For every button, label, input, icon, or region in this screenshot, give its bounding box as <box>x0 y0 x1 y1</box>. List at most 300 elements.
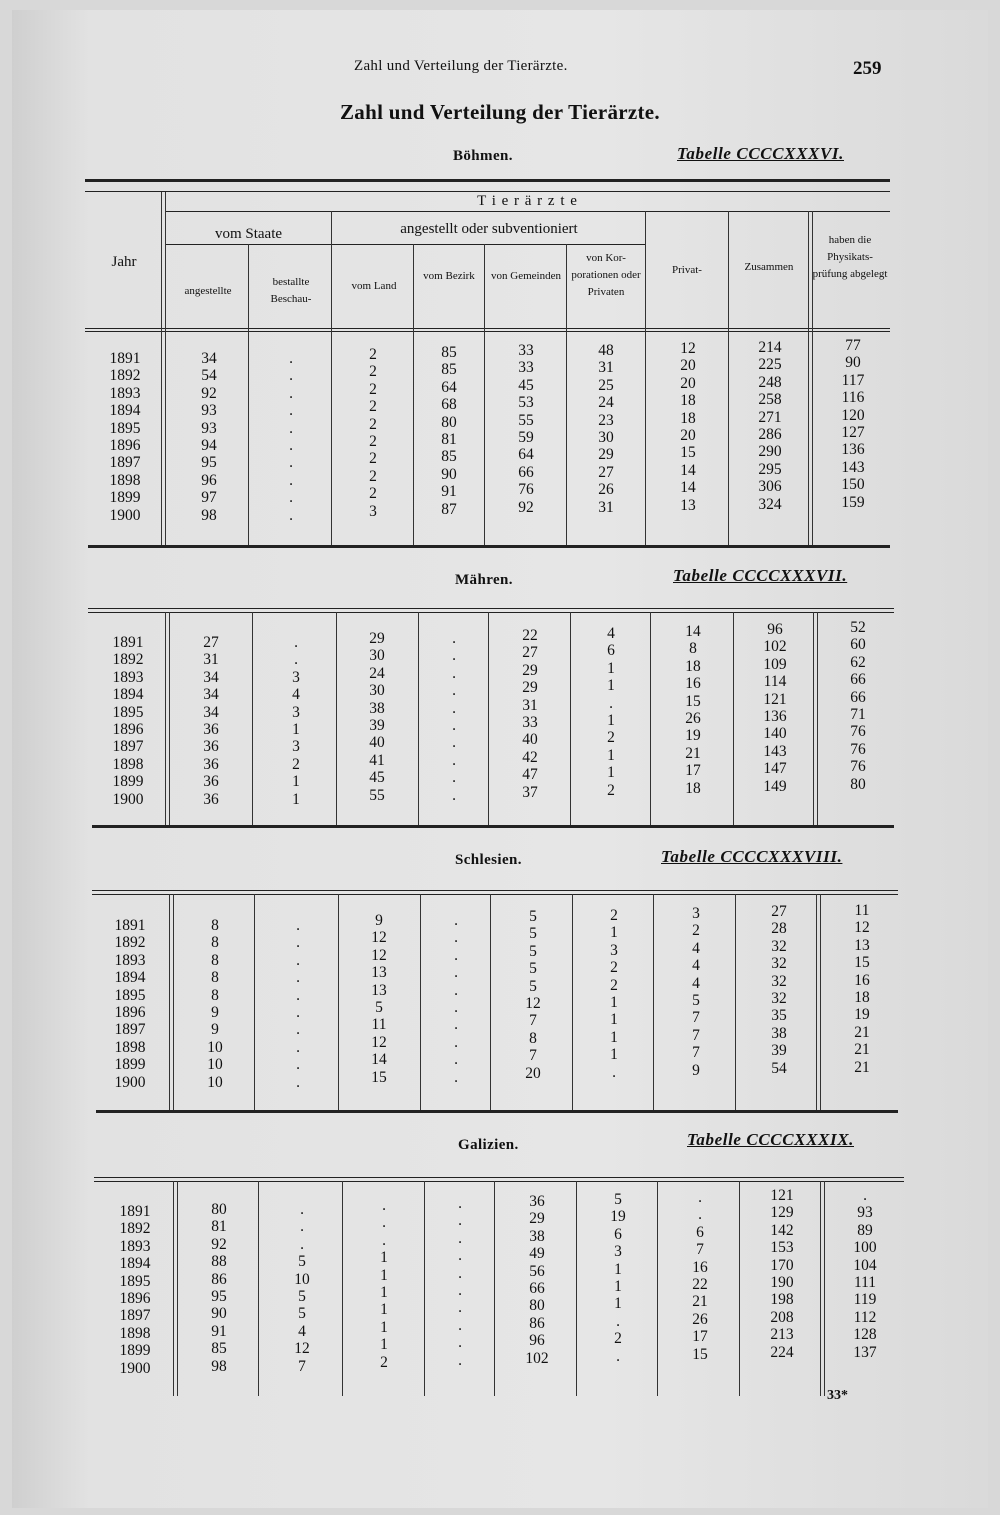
column-privat <box>660 1189 740 1363</box>
table-cell: 1899 <box>119 1342 151 1360</box>
table-cell: 86 <box>529 1314 545 1332</box>
table-cell: 15 <box>854 954 870 972</box>
table-cell: . <box>289 419 293 437</box>
column-land <box>338 630 416 804</box>
table-cell: . <box>452 630 456 647</box>
table-cell: 190 <box>770 1273 794 1291</box>
table-cell: . <box>300 1201 304 1218</box>
section-title-galizien: Galizien. <box>458 1137 519 1153</box>
running-head-title: Zahl und Verteilung der Tierärzte. <box>354 58 568 74</box>
table-cell: 93 <box>857 1204 873 1222</box>
header-zusammen: Zusammen <box>744 261 794 273</box>
table-cell: 111 <box>853 1273 877 1291</box>
table-cell: 96 <box>201 471 217 489</box>
table-cell: 71 <box>850 705 866 723</box>
table-cell: 14 <box>371 1051 387 1069</box>
table-cell: 80 <box>529 1297 545 1315</box>
table-cell: . <box>616 1312 620 1330</box>
table-cell: 8 <box>211 951 219 969</box>
table-cell: . <box>458 1212 462 1230</box>
table-cell: 80 <box>441 413 457 431</box>
table-cell: 9 <box>211 1003 219 1021</box>
table-cell: 21 <box>685 744 701 762</box>
table-cell: 5 <box>529 908 537 925</box>
table-cell: 20 <box>525 1064 541 1082</box>
table-cell: 31 <box>522 696 538 714</box>
table-cell: 225 <box>758 356 782 374</box>
column-divider <box>420 894 421 1112</box>
table-cell: 1896 <box>119 1289 151 1307</box>
table-cell: 7 <box>692 1009 700 1027</box>
table-cell: 52 <box>850 619 866 636</box>
table-cell: 1 <box>380 1301 388 1319</box>
table-cell: 15 <box>371 1068 387 1086</box>
table-cell: 34 <box>203 686 219 704</box>
table-cell: 36 <box>203 755 219 773</box>
table-top-rule <box>94 1181 904 1182</box>
column-gemeinden <box>486 342 566 516</box>
table-number-438: Tabelle CCCCXXXVIII. <box>661 847 843 866</box>
table-cell: . <box>454 1068 458 1086</box>
table-cell: 3 <box>614 1243 622 1261</box>
column-staat-bestallte <box>262 1201 342 1375</box>
column-bezirk <box>420 630 488 804</box>
table-cell: 76 <box>850 740 866 758</box>
table-cell: . <box>296 969 300 987</box>
table-cell: 64 <box>518 446 534 464</box>
table-cell: 1 <box>607 677 615 695</box>
table-cell: 1891 <box>109 350 141 367</box>
table-cell: 16 <box>854 971 870 989</box>
column-korporationen <box>575 907 653 1081</box>
column-physikat <box>818 619 898 793</box>
table-cell: 91 <box>211 1322 227 1340</box>
column-divider <box>650 612 651 827</box>
table-cell: 24 <box>598 394 614 412</box>
table-cell: . <box>289 471 293 489</box>
table-cell: 1 <box>380 1336 388 1354</box>
table-cell: 102 <box>525 1349 549 1367</box>
table-cell: . <box>289 384 293 402</box>
table-cell: 8 <box>211 986 219 1004</box>
table-cell: 24 <box>369 664 385 682</box>
table-cell: 142 <box>770 1221 794 1239</box>
table-cell: 32 <box>771 955 787 973</box>
column-land <box>334 346 412 520</box>
table-cell: . <box>289 350 293 367</box>
table-cell: . <box>458 1195 462 1212</box>
table-cell: 119 <box>853 1291 877 1309</box>
table-cell: 66 <box>529 1279 545 1297</box>
table-cell: . <box>863 1187 867 1204</box>
table-cell: . <box>458 1316 462 1334</box>
table-cell: 2 <box>369 398 377 416</box>
table-cell: 39 <box>369 716 385 734</box>
table-cell: 2 <box>692 922 700 940</box>
table-cell: 1899 <box>109 489 141 507</box>
table-cell: 30 <box>369 647 385 665</box>
column-divider <box>331 211 332 547</box>
table-cell: 88 <box>211 1253 227 1271</box>
table-cell: . <box>382 1197 386 1214</box>
table-cell: 1897 <box>112 738 144 756</box>
table-cell: 8 <box>211 969 219 987</box>
table-cell: 1898 <box>112 755 144 773</box>
table-cell: 80 <box>850 775 866 793</box>
column-staat-bestallte <box>258 917 338 1091</box>
table-cell: 1897 <box>114 1021 146 1039</box>
table-cell: 97 <box>201 489 217 507</box>
table-cell: 137 <box>853 1343 877 1361</box>
table-cell: 10 <box>207 1056 223 1074</box>
header-jahr: Jahr <box>111 254 137 270</box>
table-cell: . <box>452 647 456 665</box>
column-zusammen <box>735 621 815 795</box>
table-cell: . <box>289 436 293 454</box>
table-cell: 5 <box>614 1191 622 1208</box>
table-cell: 1 <box>380 1283 388 1301</box>
table-cell: 7 <box>298 1357 306 1375</box>
table-cell: 1891 <box>119 1203 151 1220</box>
table-cell: 1895 <box>109 419 141 437</box>
header-bottom-rule <box>85 331 890 332</box>
table-cell: 170 <box>770 1256 794 1274</box>
table-cell: 116 <box>841 389 865 407</box>
table-cell: 150 <box>841 476 865 494</box>
table-cell: 17 <box>685 762 701 780</box>
table-cell: . <box>382 1214 386 1232</box>
header-angestellt-subventioniert: angestellt oder subventioniert <box>400 221 578 237</box>
table-cell: 6 <box>696 1223 704 1241</box>
table-cell: 1892 <box>114 934 146 952</box>
column-gemeinden <box>493 908 573 1082</box>
table-cell: 3 <box>369 502 377 520</box>
table-cell: 1 <box>607 659 615 677</box>
table-cell: 16 <box>685 675 701 693</box>
table-cell: 20 <box>680 357 696 375</box>
table-cell: . <box>296 951 300 969</box>
table-cell: . <box>609 694 613 712</box>
table-cell: 2 <box>369 415 377 433</box>
table-cell: 13 <box>371 981 387 999</box>
table-cell: 76 <box>850 758 866 776</box>
header-bottom-rule <box>85 328 890 329</box>
main-title: Zahl und Verteilung der Tierärzte. <box>340 100 660 124</box>
column-gemeinden <box>497 1193 577 1367</box>
table-cell: 4 <box>692 939 700 957</box>
table-cell: 49 <box>529 1245 545 1263</box>
page-number: 259 <box>853 58 882 79</box>
table-cell: 306 <box>758 478 782 496</box>
table-cell: 96 <box>529 1332 545 1350</box>
table-cell: 7 <box>692 1026 700 1044</box>
table-cell: 12 <box>371 929 387 947</box>
column-bezirk <box>422 912 490 1086</box>
table-cell: 32 <box>771 972 787 990</box>
table-cell: . <box>289 506 293 524</box>
column-jahr <box>104 1203 166 1377</box>
table-top-rule <box>94 1177 904 1178</box>
table-cell: 29 <box>522 679 538 697</box>
column-zusammen <box>731 339 809 513</box>
table-cell: 76 <box>518 481 534 499</box>
table-cell: 2 <box>369 485 377 503</box>
table-cell: 98 <box>211 1357 227 1375</box>
table-top-rule <box>88 612 894 613</box>
table-cell: 27 <box>203 634 219 651</box>
column-divider <box>413 244 414 547</box>
table-cell: 2 <box>614 1330 622 1348</box>
table-cell: 4 <box>692 974 700 992</box>
header-bestallte: bestallte Beschau- <box>270 276 312 305</box>
column-divider <box>418 612 419 827</box>
table-cell: 1900 <box>114 1073 146 1091</box>
table-cell: . <box>294 651 298 669</box>
column-jahr <box>100 917 160 1091</box>
table-cell: 271 <box>758 408 782 426</box>
column-staat-angestellte <box>180 1201 258 1375</box>
table-cell: 109 <box>763 655 787 673</box>
table-cell: 2 <box>607 729 615 747</box>
table-cell: 36 <box>529 1193 545 1210</box>
signature-mark: 33* <box>827 1388 848 1403</box>
table-cell: 29 <box>369 630 385 647</box>
column-divider <box>248 244 249 547</box>
column-physikat <box>813 337 893 511</box>
column-divider <box>566 244 567 547</box>
table-cell: 66 <box>850 688 866 706</box>
table-cell: 45 <box>518 376 534 394</box>
table-cell: 53 <box>518 394 534 412</box>
table-cell: 143 <box>841 458 865 476</box>
column-land <box>345 1197 423 1371</box>
table-cell: 1895 <box>119 1272 151 1290</box>
table-cell: 13 <box>680 496 696 514</box>
header-angestellte: angestellte <box>184 285 232 297</box>
table-cell: 1 <box>610 924 618 942</box>
table-cell: 3 <box>692 905 700 922</box>
table-cell: 25 <box>598 376 614 394</box>
table-cell: 41 <box>369 751 385 769</box>
column-gemeinden <box>490 627 570 801</box>
table-cell: . <box>296 1003 300 1021</box>
table-cell: . <box>452 699 456 717</box>
table-cell: 117 <box>841 371 865 389</box>
table-cell: . <box>454 1051 458 1069</box>
table-cell: . <box>454 998 458 1016</box>
table-cell: 81 <box>441 430 457 448</box>
table-cell: . <box>300 1235 304 1253</box>
column-divider <box>258 1181 259 1396</box>
table-cell: 1899 <box>114 1056 146 1074</box>
table-cell: 1893 <box>109 384 141 402</box>
table-cell: 60 <box>850 636 866 654</box>
table-cell: 16 <box>692 1258 708 1276</box>
table-cell: 93 <box>201 402 217 420</box>
table-cell: 128 <box>853 1326 877 1344</box>
table-cell: 1893 <box>119 1237 151 1255</box>
table-cell: . <box>300 1218 304 1236</box>
column-divider <box>653 894 654 1112</box>
table-cell: 18 <box>680 409 696 427</box>
column-divider <box>728 211 729 547</box>
table-cell: 40 <box>522 731 538 749</box>
table-cell: 112 <box>853 1308 877 1326</box>
table-cell: 38 <box>369 699 385 717</box>
table-cell: 1896 <box>109 436 141 454</box>
table-cell: 2 <box>292 755 300 773</box>
table-cell: 18 <box>854 988 870 1006</box>
table-cell: 1895 <box>114 986 146 1004</box>
table-cell: 1896 <box>114 1003 146 1021</box>
table-cell: 1 <box>610 1046 618 1064</box>
table-cell: 91 <box>441 483 457 501</box>
table-cell: 18 <box>685 657 701 675</box>
table-cell: 10 <box>294 1270 310 1288</box>
table-cell: 159 <box>841 493 865 511</box>
table-cell: 59 <box>518 428 534 446</box>
table-cell: . <box>294 634 298 651</box>
table-cell: 27 <box>771 903 787 920</box>
table-cell: 37 <box>522 783 538 801</box>
table-cell: 1894 <box>119 1255 151 1273</box>
table-cell: 127 <box>841 423 865 441</box>
table-cell: 38 <box>771 1024 787 1042</box>
column-divider <box>490 894 491 1112</box>
table-cell: . <box>289 367 293 385</box>
table-cell: 36 <box>203 738 219 756</box>
table-cell: 4 <box>692 957 700 975</box>
table-cell: 1895 <box>112 703 144 721</box>
table-cell: 95 <box>201 454 217 472</box>
table-cell: 98 <box>201 506 217 524</box>
table-cell: . <box>458 1247 462 1265</box>
table-cell: 4 <box>292 686 300 704</box>
table-cell: 14 <box>680 479 696 497</box>
table-cell: 85 <box>441 448 457 466</box>
column-staat-angestellte <box>170 350 248 524</box>
table-cell: . <box>296 917 300 934</box>
table-cell: 5 <box>692 991 700 1009</box>
table-cell: 26 <box>598 481 614 499</box>
table-cell: 104 <box>853 1256 877 1274</box>
table-cell: 1892 <box>109 367 141 385</box>
table-cell: . <box>454 912 458 929</box>
header-von-gemeinden: von Gemeinden <box>491 270 561 282</box>
column-zusammen <box>739 903 819 1077</box>
table-cell: 5 <box>529 977 537 995</box>
table-cell: 2 <box>369 363 377 381</box>
table-cell: 12 <box>294 1340 310 1358</box>
column-divider <box>338 894 339 1112</box>
table-cell: 17 <box>692 1328 708 1346</box>
table-cell: 7 <box>696 1241 704 1259</box>
table-cell: 86 <box>211 1270 227 1288</box>
table-cell: 54 <box>201 367 217 385</box>
table-cell: 68 <box>441 396 457 414</box>
table-cell: 248 <box>758 373 782 391</box>
column-bezirk <box>426 1195 494 1369</box>
header-vom-staate: vom Staate <box>214 226 283 242</box>
table-cell: 1 <box>614 1295 622 1313</box>
table-cell: 2 <box>380 1353 388 1371</box>
table-cell: . <box>296 1073 300 1091</box>
table-cell: 198 <box>770 1291 794 1309</box>
table-cell: . <box>452 786 456 804</box>
table-top-rule <box>85 179 890 182</box>
column-staat-angestellte <box>172 634 250 808</box>
table-cell: 55 <box>518 411 534 429</box>
table-cell: 36 <box>203 720 219 738</box>
table-cell: . <box>454 929 458 947</box>
table-cell: 76 <box>850 723 866 741</box>
table-cell: 19 <box>610 1208 626 1226</box>
table-cell: 20 <box>680 426 696 444</box>
column-divider <box>645 211 646 547</box>
table-cell: . <box>616 1347 620 1365</box>
table-cell: 214 <box>758 339 782 356</box>
table-cell: 66 <box>518 463 534 481</box>
table-cell: 30 <box>369 682 385 700</box>
column-divider <box>488 612 489 827</box>
header-tieraerzte: T i e r ä r z t e <box>477 193 578 209</box>
table-cell: 54 <box>771 1059 787 1077</box>
table-cell: 1 <box>380 1249 388 1267</box>
table-cell: 85 <box>211 1340 227 1358</box>
table-cell: 2 <box>610 907 618 924</box>
column-staat-bestallte <box>256 634 336 808</box>
section-title-maehren: Mähren. <box>455 572 513 588</box>
table-cell: . <box>452 664 456 682</box>
table-cell: 1896 <box>112 720 144 738</box>
table-cell: 121 <box>763 690 787 708</box>
table-cell: 80 <box>211 1201 227 1218</box>
table-bottom-rule <box>88 545 890 548</box>
table-cell: 102 <box>763 638 787 656</box>
table-cell: 100 <box>853 1239 877 1257</box>
table-cell: . <box>296 934 300 952</box>
table-cell: 258 <box>758 391 782 409</box>
column-divider <box>252 612 253 827</box>
table-cell: . <box>458 1264 462 1282</box>
table-cell: 1 <box>610 993 618 1011</box>
table-cell: 120 <box>841 406 865 424</box>
table-cell: 1894 <box>112 686 144 704</box>
table-cell: 29 <box>598 446 614 464</box>
table-cell: 10 <box>207 1038 223 1056</box>
table-cell: . <box>454 964 458 982</box>
table-cell: 9 <box>375 912 383 929</box>
table-cell: 2 <box>369 346 377 363</box>
table-cell: 8 <box>529 1029 537 1047</box>
section-title-boehmen: Böhmen. <box>453 148 513 164</box>
table-cell: 27 <box>598 463 614 481</box>
table-cell: 1893 <box>114 951 146 969</box>
table-cell: 23 <box>598 411 614 429</box>
table-cell: 62 <box>850 653 866 671</box>
header-rule <box>165 244 645 245</box>
table-cell: 26 <box>685 709 701 727</box>
table-cell: 94 <box>201 436 217 454</box>
table-cell: . <box>454 1016 458 1034</box>
table-cell: 92 <box>518 498 534 516</box>
column-divider <box>165 612 170 827</box>
table-cell: . <box>452 716 456 734</box>
table-cell: 290 <box>758 443 782 461</box>
table-cell: 12 <box>371 946 387 964</box>
table-cell: 1897 <box>119 1307 151 1325</box>
table-cell: 5 <box>529 925 537 943</box>
